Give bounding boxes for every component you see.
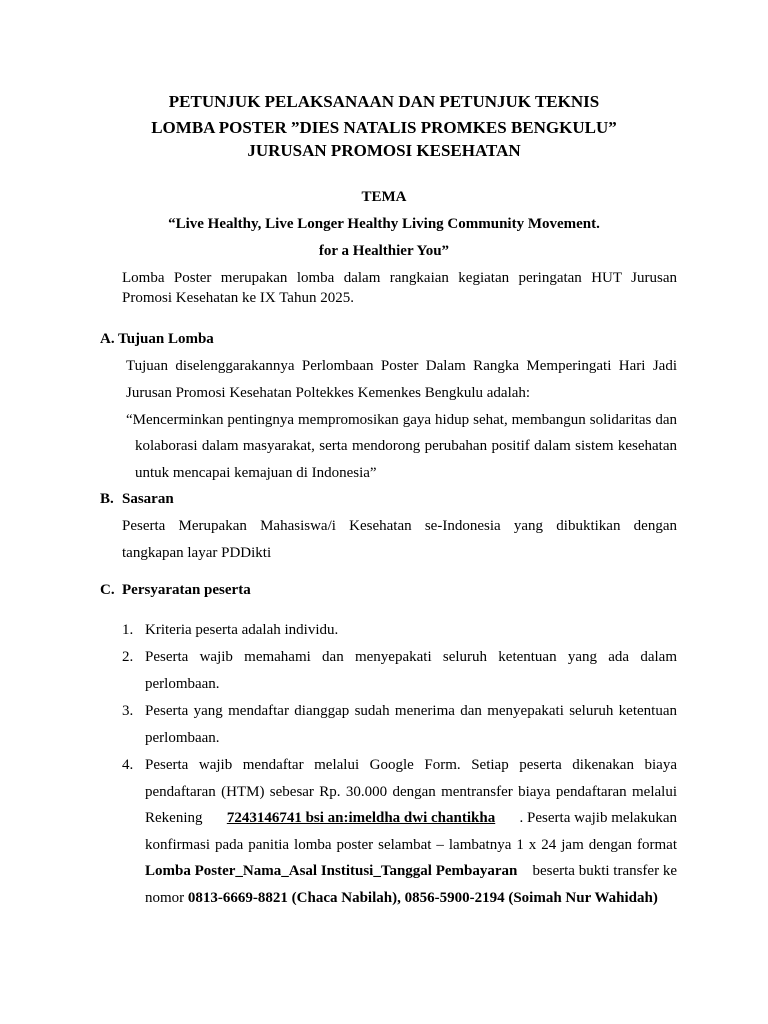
list-item-text: perlombaan. <box>145 730 220 746</box>
section-a-heading: A. Tujuan Lomba <box>100 331 214 347</box>
section-b-line-1: Peserta Merupakan Mahasiswa/i Kesehatan se-Indonesia yang dibuktikan dengan <box>122 518 677 534</box>
list-item-text: Peserta yang mendaftar dianggap sudah menerima dan menyepakati seluruh ketentuan <box>145 703 677 719</box>
section-c-letter: C. <box>100 582 115 598</box>
nomor-prefix: nomor <box>145 890 185 906</box>
section-a-para-line-2: Jurusan Promosi Kesehatan Poltekkes Kemenkes Bengkulu adalah: <box>126 385 531 401</box>
list-item-text: perlombaan. <box>145 676 220 692</box>
list-item-number: 1. <box>122 622 134 638</box>
rekening-prefix: Rekening <box>145 810 203 826</box>
section-a-quote-line-2: kolaborasi dalam masyarakat, serta mendorong perubahan positif dalam sistem kesehatan <box>135 438 677 454</box>
intro-line-1: Lomba Poster merupakan lomba dalam rangkaian kegiatan peringatan HUT Jurusan <box>122 270 677 286</box>
section-b-letter: B. <box>100 491 114 507</box>
tema-line-1: “Live Healthy, Live Longer Healthy Living Community Movement. <box>168 216 600 232</box>
doc-title-line-2: LOMBA POSTER ”DIES NATALIS PROMKES BENGKULU” <box>151 118 617 137</box>
section-a-para-line-1: Tujuan diselenggarakannya Perlombaan Poster Dalam Rangka Memperingati Hari Jadi <box>126 358 677 374</box>
list-item-number: 2. <box>122 649 134 665</box>
section-a-quote-line-3: untuk mencapai kemajuan di Indonesia” <box>135 465 377 481</box>
list-item-text: Peserta wajib mendaftar melalui Google Form. Setiap peserta dikenakan biaya <box>145 757 677 773</box>
list-item-text: Peserta wajib memahami dan menyepakati seluruh ketentuan yang ada dalam <box>145 649 677 665</box>
confirmation-format: Lomba Poster_Nama_Asal Institusi_Tanggal Pembayaran <box>145 863 518 879</box>
intro-line-2: Promosi Kesehatan ke IX Tahun 2025. <box>122 290 354 306</box>
list-item-number: 4. <box>122 757 134 773</box>
doc-title-line-3: JURUSAN PROMOSI KESEHATAN <box>247 141 521 160</box>
rekening-account-number: 7243146741 bsi an:imeldha dwi chantikha <box>226 810 496 826</box>
section-b-line-2: tangkapan layar PDDikti <box>122 545 272 561</box>
contact-numbers: 0813-6669-8821 (Chaca Nabilah), 0856-5900-2194 (Soimah Nur Wahidah) <box>187 890 658 906</box>
tema-label: TEMA <box>361 189 407 205</box>
format-line-suffix: beserta bukti transfer ke <box>532 863 677 879</box>
item-4-contact-line <box>145 890 658 907</box>
section-b-heading: Sasaran <box>122 491 174 507</box>
item-4-rekening-line <box>145 810 677 827</box>
rekening-suffix: . Peserta wajib melakukan <box>519 810 677 826</box>
list-item-text: konfirmasi pada panitia lomba poster selambat – lambatnya 1 x 24 jam dengan format <box>145 837 677 853</box>
section-a-quote-line-1: “Mencerminkan pentingnya mempromosikan gaya hidup sehat, membangun solidaritas dan <box>126 412 677 428</box>
tema-line-2: for a Healthier You” <box>318 243 450 259</box>
section-c-heading: Persyaratan peserta <box>122 582 251 598</box>
list-item-text: Kriteria peserta adalah individu. <box>145 622 339 638</box>
item-4-format-line <box>145 863 677 880</box>
doc-title-line-1: PETUNJUK PELAKSANAAN DAN PETUNJUK TEKNIS <box>168 92 600 111</box>
list-item-number: 3. <box>122 703 134 719</box>
list-item-text: pendaftaran (HTM) sebesar Rp. 30.000 dengan mentransfer biaya pendaftaran melalui <box>145 784 677 800</box>
